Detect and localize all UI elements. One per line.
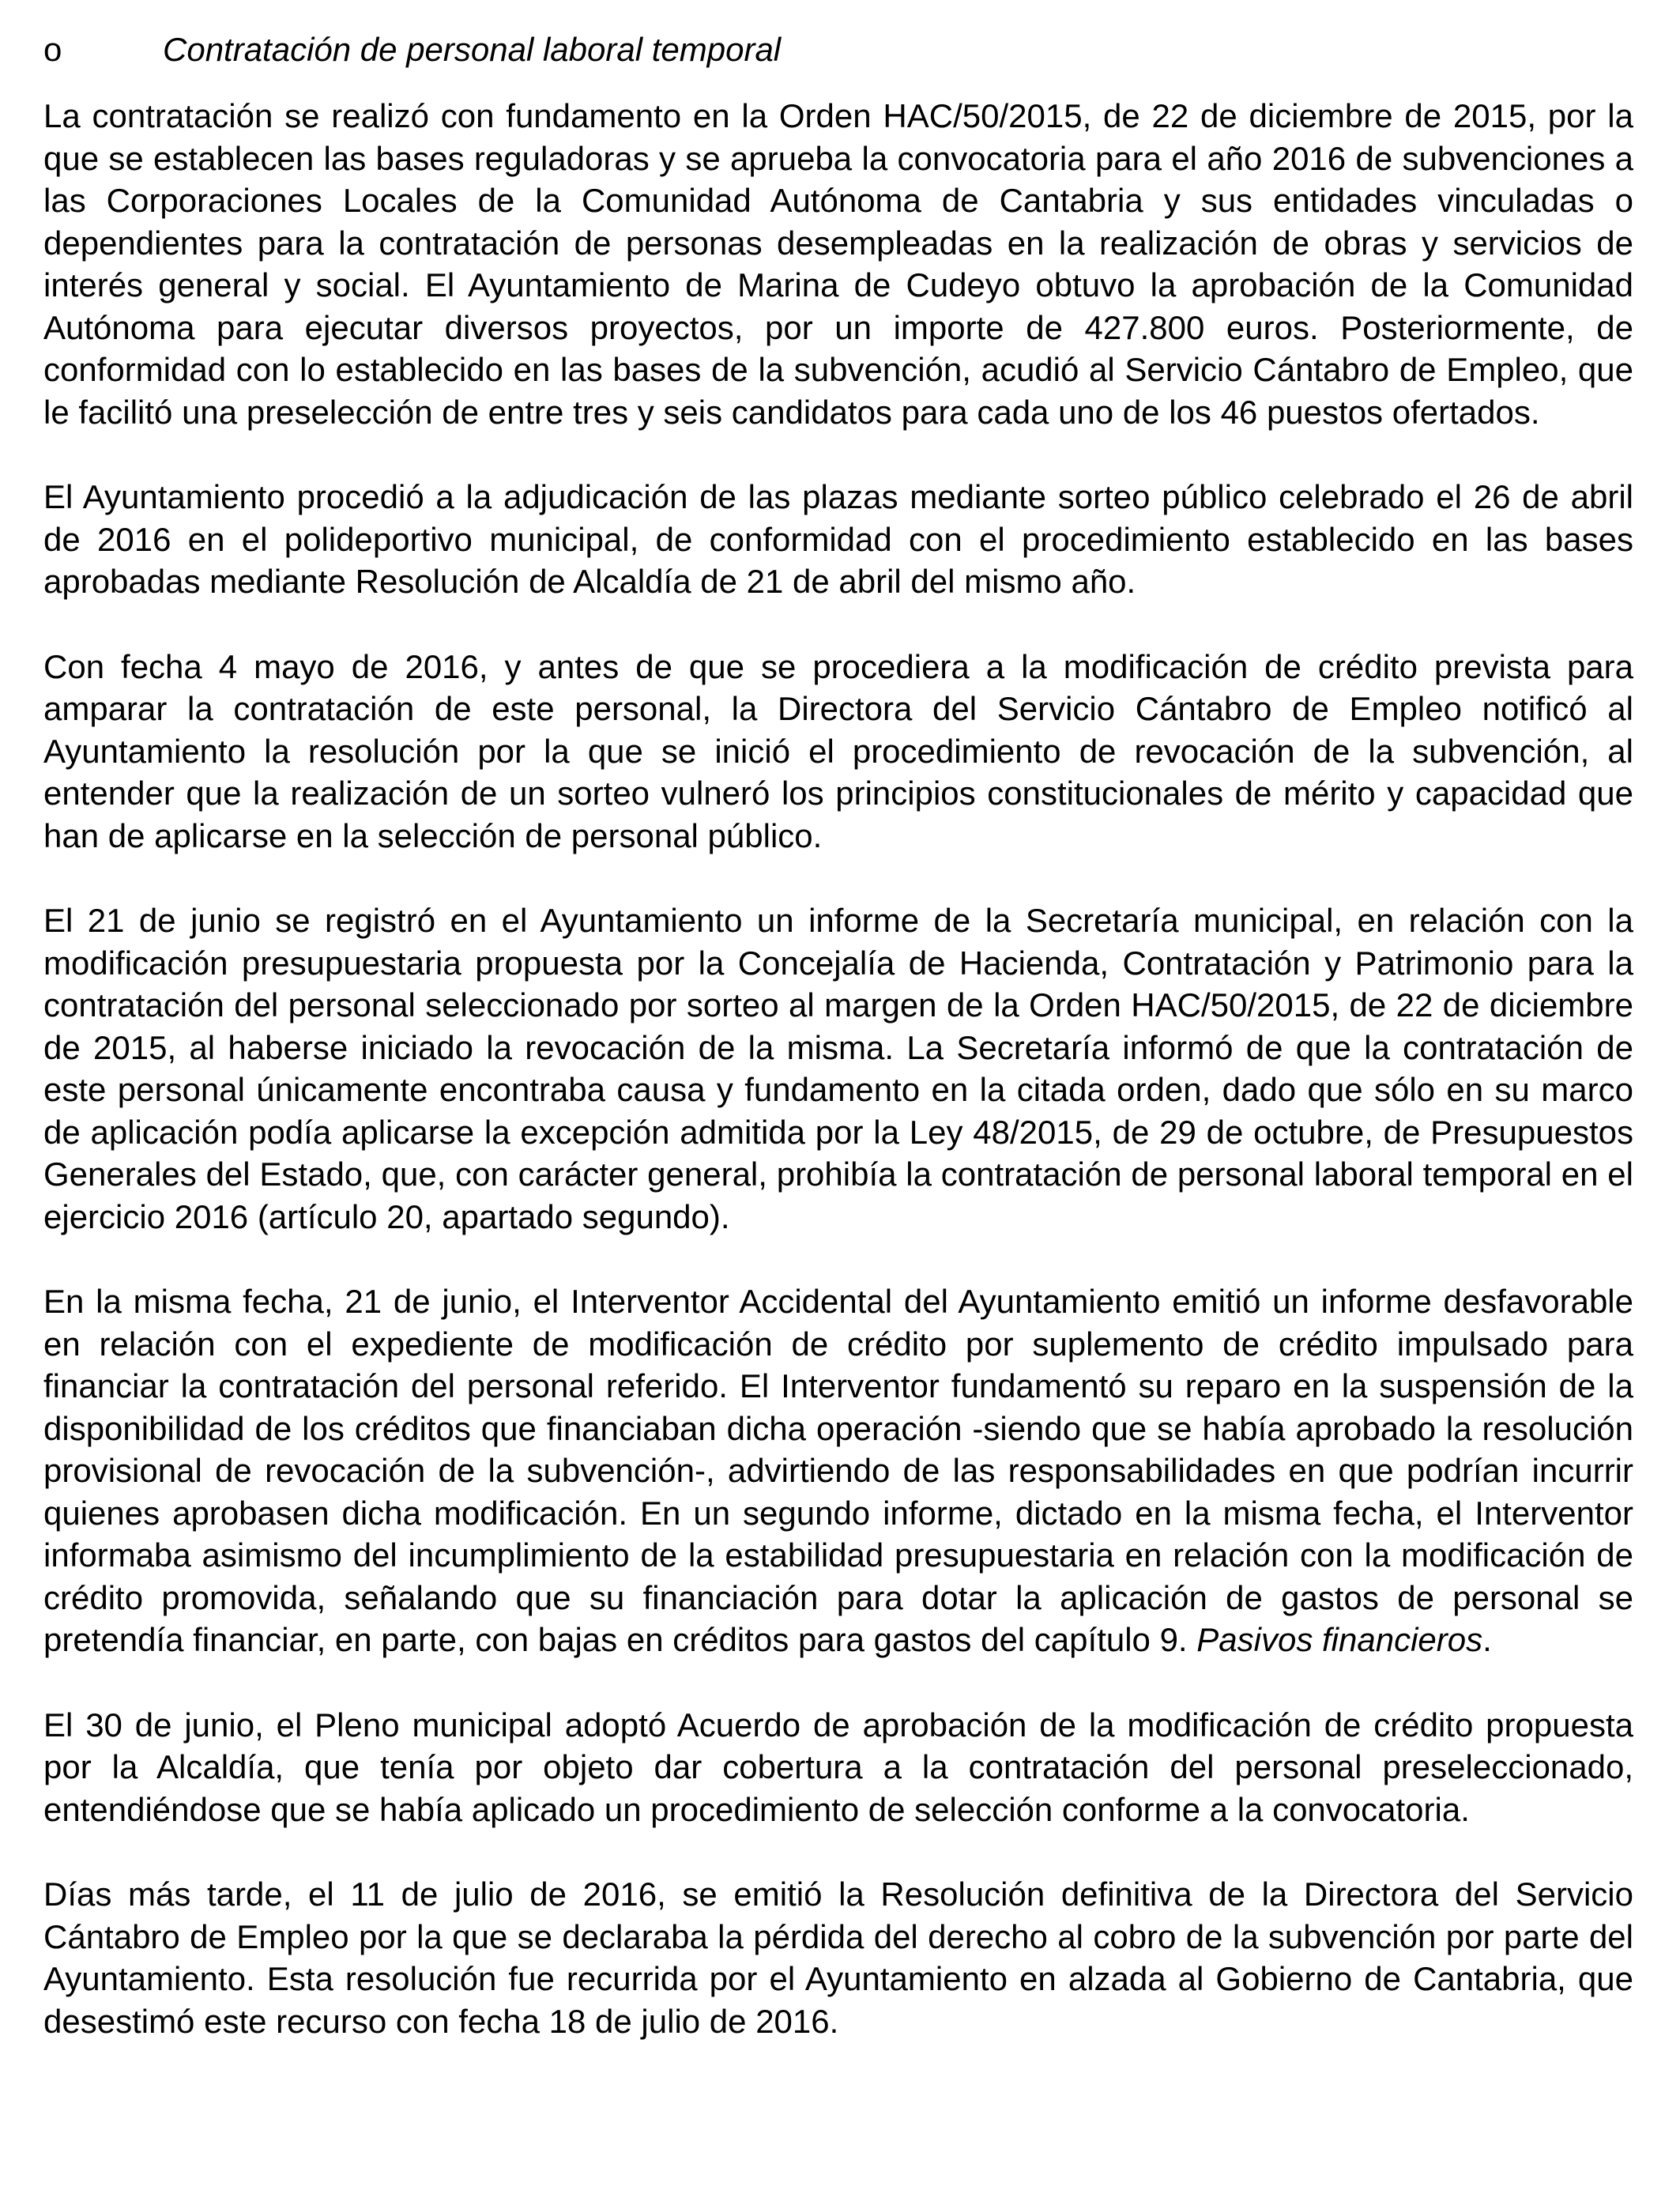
paragraph-interventor xyxy=(43,1280,1633,1661)
paragraph-resolucion-definitiva: Días más tarde, el 11 de julio de 2016, se emitió la Resolución definitiva de la Directora del Servicio Cántabro de Empleo por la que se declaraba la pérdida del derecho al cobro de la subvención por parte del Ayuntamiento. Esta resolución fue recurrida por el Ayuntamiento en alzada al Gobierno de Cantabria, que desestimó este recurso con fecha 18 de julio de 2016. xyxy=(43,1875,1633,2040)
paragraph-subvencion: La contratación se realizó con fundamento en la Orden HAC/50/2015, de 22 de diciembre de 2015, por la que se establecen las bases reguladoras y se aprueba la convocatoria para el año 2016 de subvenciones a las Corporaciones Locales de la Comunidad Autónoma de Cantabria y sus entidades vinculadas o dependientes para la contratación de personas desempleadas en la realización de obras y servicios de interés general y social. El Ayuntamiento de Marina de Cudeyo obtuvo la aprobación de la Comunidad Autónoma para ejecutar diversos proyectos, por un importe de 427.800 euros. Posteriormente, de conformidad con lo establecido en las bases de la subvención, acudió al Servicio Cántabro de Empleo, que le facilitó una preselección de entre tres y seis candidatos para cada uno de los 46 puestos ofertados. xyxy=(43,97,1633,431)
paragraph-pleno: El 30 de junio, el Pleno municipal adoptó Acuerdo de aprobación de la modificación de crédito propuesta por la Alcaldía, que tenía por objeto dar cobertura a la contratación del personal preseleccionado, entendiéndose que se había aplicado un procedimiento de selección conforme a la convocatoria. xyxy=(43,1706,1633,1828)
section-heading xyxy=(43,28,1633,71)
paragraph-interventor-tail: . xyxy=(1482,1621,1492,1658)
paragraph-interventor-text: En la misma fecha, 21 de junio, el Interventor Accidental del Ayuntamiento emitió un informe desfavorable en relación con el expediente de modificación de crédito por suplemento de crédito impulsado para financiar la contratación del personal referido. El Interventor fundamentó su reparo en la suspensión de la disponibilidad de los créditos que financiaban dicha operación -siendo que se había aprobado la resolución provisional de revocación de la subvención-, advirtiendo de las responsabilidades en que podrían incurrir quienes aprobasen dicha modificación. En un segundo informe, dictado en la misma fecha, el Interventor informaba asimismo del incumplimiento de la estabilidad presupuestaria en relación con la modificación de crédito promovida, señalando que su financiación para dotar la aplicación de gastos de personal se pretendía financiar, en parte, con bajas en créditos para gastos del capítulo 9. xyxy=(43,1283,1633,1658)
document-page xyxy=(43,28,1633,2085)
paragraph-interventor-italic: Pasivos financieros xyxy=(1196,1621,1483,1658)
section-title: Contratación de personal laboral temporal xyxy=(163,31,782,68)
paragraph-secretaria: El 21 de junio se registró en el Ayuntamiento un informe de la Secretaría municipal, en relación con la modificación presupuestaria propuesta por la Concejalía de Hacienda, Contratación y Patrimonio para la contratación del personal seleccionado por sorteo al margen de la Orden HAC/50/2015, de 22 de diciembre de 2015, al haberse iniciado la revocación de la misma. La Secretaría informó de que la contratación de este personal únicamente encontraba causa y fundamento en la citada orden, dado que sólo en su marco de aplicación podía aplicarse la excepción admitida por la Ley 48/2015, de 29 de octubre, de Presupuestos Generales del Estado, que, con carácter general, prohibía la contratación de personal laboral temporal en el ejercicio 2016 (artículo 20, apartado segundo). xyxy=(43,902,1633,1235)
bullet-marker: o xyxy=(43,31,62,68)
paragraph-sorteo: El Ayuntamiento procedió a la adjudicación de las plazas mediante sorteo público celebrado el 26 de abril de 2016 en el polideportivo municipal, de conformidad con el procedimiento establecido en las bases aprobadas mediante Resolución de Alcaldía de 21 de abril del mismo año. xyxy=(43,478,1633,600)
paragraph-revocacion: Con fecha 4 mayo de 2016, y antes de que se procediera a la modificación de crédito prevista para amparar la contratación de este personal, la Directora del Servicio Cántabro de Empleo notificó al Ayuntamiento la resolución por la que se inició el procedimiento de revocación de la subvención, al entender que la realización de un sorteo vulneró los principios constitucionales de mérito y capacidad que han de aplicarse en la selección de personal público. xyxy=(43,647,1633,854)
